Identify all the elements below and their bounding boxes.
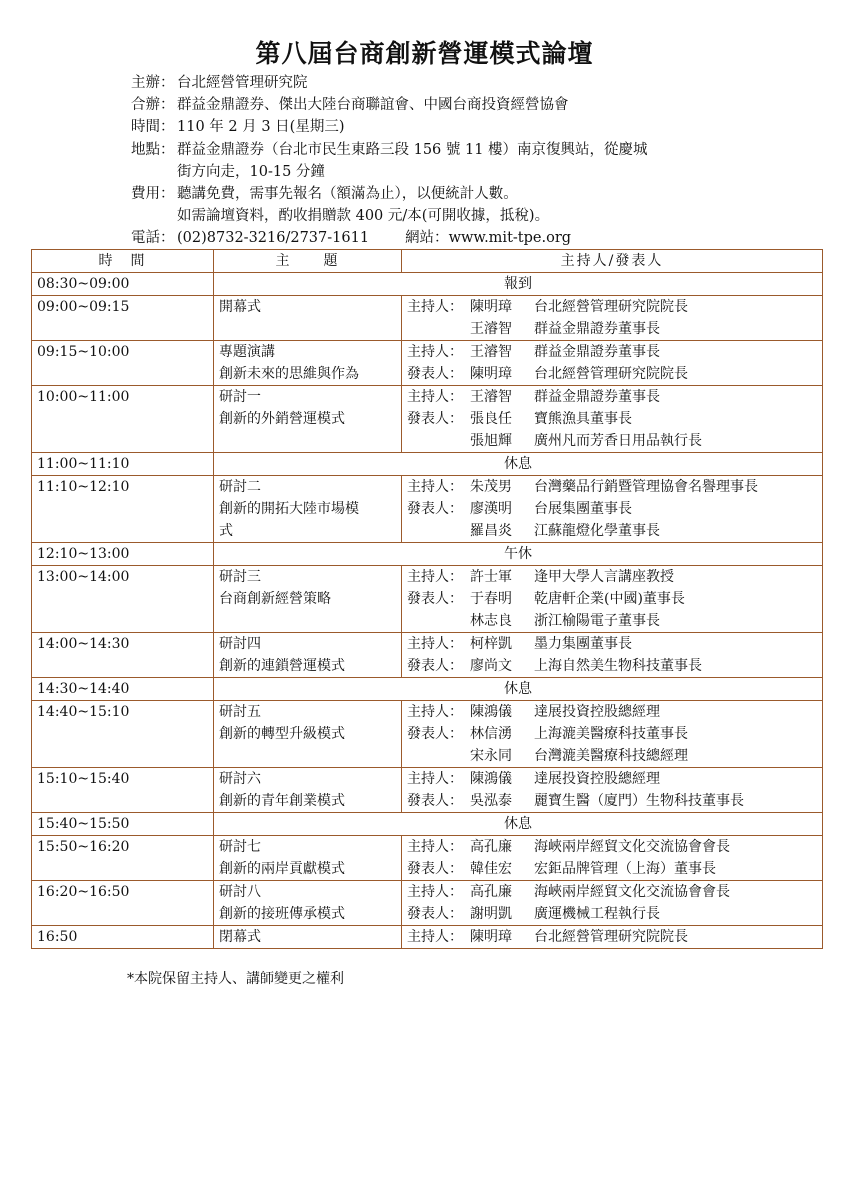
time-cell: 13:00~14:00 (32, 566, 214, 633)
table-row (32, 296, 823, 341)
person-org: 台北經營管理研究院院長 (534, 299, 688, 315)
contact-row (131, 227, 648, 249)
person-role: 發表人： (407, 906, 463, 922)
person-role: 發表人： (407, 591, 463, 607)
person-line (407, 520, 817, 542)
person-line (407, 610, 817, 632)
person-role: 主持人： (407, 929, 463, 945)
venue-row (131, 139, 648, 161)
people-cell (402, 386, 823, 453)
time-cell: 14:30~14:40 (32, 678, 214, 701)
people-cell (402, 881, 823, 926)
topic-line: 台商創新經營策略 (219, 591, 331, 607)
person-role: 主持人： (407, 389, 463, 405)
person-line (407, 768, 817, 790)
person-name: 陳鴻儀 (470, 704, 512, 720)
people-cell (402, 633, 823, 678)
time-cell: 15:10~15:40 (32, 768, 214, 813)
person-org: 海峽兩岸經貿文化交流協會會長 (534, 884, 730, 900)
person-org: 台展集團董事長 (534, 501, 632, 517)
person-name: 陳明璋 (470, 299, 512, 315)
topic-cell (214, 926, 402, 949)
co-organizer-row (131, 94, 648, 116)
person-name: 高孔廉 (470, 839, 512, 855)
person-line (407, 633, 817, 655)
time-row (131, 116, 648, 138)
time-cell: 14:40~15:10 (32, 701, 214, 768)
venue-label: 地點： (131, 141, 175, 158)
person-org: 寶熊漁具董事長 (534, 411, 632, 427)
break-cell: 休息 (214, 453, 823, 476)
person-name: 許士軍 (470, 569, 512, 585)
person-role (407, 430, 470, 452)
time-cell: 15:40~15:50 (32, 813, 214, 836)
person-role (407, 318, 470, 340)
person-line (407, 588, 817, 610)
time-cell: 10:00~11:00 (32, 386, 214, 453)
schedule-table (31, 249, 823, 949)
fee-row (131, 183, 648, 205)
time-cell: 09:00~09:15 (32, 296, 214, 341)
people-cell (402, 836, 823, 881)
person-line (407, 655, 817, 677)
topic-line: 創新的青年創業模式 (219, 793, 345, 809)
person-role: 發表人： (407, 726, 463, 742)
person-role (407, 610, 470, 632)
person-role (407, 520, 470, 542)
person-line (407, 903, 817, 925)
topic-cell (214, 341, 402, 386)
break-cell: 午休 (214, 543, 823, 566)
time-cell: 16:50 (32, 926, 214, 949)
person-line (407, 881, 817, 903)
table-row (32, 453, 823, 476)
topic-cell (214, 633, 402, 678)
person-name: 王濬智 (470, 389, 512, 405)
person-name: 王濬智 (470, 321, 512, 337)
person-org: 廣運機械工程執行長 (534, 906, 660, 922)
person-name: 吳泓泰 (470, 793, 512, 809)
people-cell (402, 341, 823, 386)
time-value: 110 年 2 月 3 日(星期三) (177, 119, 345, 136)
person-org: 廣州凡而芳香日用品執行長 (534, 433, 702, 449)
person-name: 張良任 (470, 411, 512, 427)
person-name: 張旭輝 (470, 433, 512, 449)
break-cell: 休息 (214, 678, 823, 701)
person-name: 宋永同 (470, 748, 512, 764)
topic-line: 專題演講 (219, 344, 275, 360)
person-line (407, 701, 817, 723)
phone-value: (02)8732-3216/2737-1611 (177, 230, 370, 247)
person-org: 江蘇龍燈化學董事長 (534, 523, 660, 539)
person-line (407, 498, 817, 520)
person-name: 謝明凱 (470, 906, 512, 922)
fee-value: 聽講免費，需事先報名（額滿為止），以便統計人數。 (177, 186, 518, 203)
time-cell: 16:20~16:50 (32, 881, 214, 926)
schedule-body (32, 273, 823, 949)
organizer-value: 台北經營管理研究院 (177, 75, 308, 91)
break-cell: 休息 (214, 813, 823, 836)
table-row (32, 926, 823, 949)
event-info (131, 72, 648, 250)
topic-line: 創新的外銷營運模式 (219, 411, 345, 427)
person-role: 主持人： (407, 884, 463, 900)
person-name: 廖漢明 (470, 501, 512, 517)
website-label: 網站： (405, 230, 449, 247)
topic-line: 創新的開拓大陸市場模 (219, 501, 359, 517)
phone-label: 電話： (131, 230, 175, 247)
topic-cell (214, 386, 402, 453)
header-time: 時 間 (32, 250, 214, 273)
break-cell: 報到 (214, 273, 823, 296)
table-row (32, 386, 823, 453)
person-line (407, 408, 817, 430)
topic-line: 創新未來的思維與作為 (219, 366, 359, 382)
person-line (407, 926, 817, 948)
person-org: 群益金鼎證券董事長 (534, 321, 660, 337)
table-row (32, 678, 823, 701)
person-role: 發表人： (407, 861, 463, 877)
person-org: 逢甲大學人言講座教授 (534, 569, 674, 585)
person-line (407, 723, 817, 745)
footnote: *本院保留主持人、講師變更之權利 (127, 971, 344, 987)
person-role: 主持人： (407, 479, 463, 495)
person-name: 林信湧 (470, 726, 512, 742)
page-title: 第八屆台商創新營運模式論壇 (255, 39, 594, 68)
person-name: 于春明 (470, 591, 512, 607)
person-org: 墨力集團董事長 (534, 636, 632, 652)
person-line (407, 386, 817, 408)
person-role: 主持人： (407, 704, 463, 720)
co-organizer-value: 群益金鼎證券、傑出大陸台商聯誼會、中國台商投資經營協會 (177, 97, 569, 114)
topic-cell (214, 836, 402, 881)
person-line (407, 790, 817, 812)
topic-line: 創新的連鎖營運模式 (219, 658, 345, 674)
person-org: 台北經營管理研究院院長 (534, 366, 688, 382)
table-row (32, 476, 823, 543)
time-cell: 15:50~16:20 (32, 836, 214, 881)
person-org: 台灣漉美醫療科技總經理 (534, 748, 688, 764)
person-name: 高孔廉 (470, 884, 512, 900)
topic-line: 研討八 (219, 884, 261, 900)
person-role: 主持人： (407, 299, 463, 315)
people-cell (402, 926, 823, 949)
topic-cell (214, 881, 402, 926)
people-cell (402, 701, 823, 768)
person-line (407, 566, 817, 588)
topic-line: 閉幕式 (219, 929, 261, 945)
person-org: 宏鉅品牌管理（上海）董事長 (534, 861, 716, 877)
person-org: 麗寶生醫（廈門）生物科技董事長 (534, 793, 744, 809)
person-name: 林志良 (470, 613, 512, 629)
topic-cell (214, 476, 402, 543)
topic-line: 創新的接班傳承模式 (219, 906, 345, 922)
time-cell: 12:10~13:00 (32, 543, 214, 566)
person-name: 陳鴻儀 (470, 771, 512, 787)
person-role: 主持人： (407, 771, 463, 787)
person-org: 海峽兩岸經貿文化交流協會會長 (534, 839, 730, 855)
people-cell (402, 296, 823, 341)
table-header-row (32, 250, 823, 273)
topic-cell (214, 296, 402, 341)
person-org: 台灣藥品行銷暨管理協會名譽理事長 (534, 479, 758, 495)
person-role: 主持人： (407, 636, 463, 652)
person-role (407, 745, 470, 767)
person-line (407, 836, 817, 858)
person-org: 上海漉美醫療科技董事長 (534, 726, 688, 742)
website-link[interactable]: www.mit-tpe.org (448, 230, 572, 247)
person-name: 韓佳宏 (470, 861, 512, 877)
person-role: 發表人： (407, 793, 463, 809)
person-org: 群益金鼎證券董事長 (534, 389, 660, 405)
person-name: 柯梓凱 (470, 636, 512, 652)
fee-row-2 (131, 205, 648, 227)
person-name: 朱茂男 (470, 479, 512, 495)
person-role: 發表人： (407, 366, 463, 382)
person-org: 台北經營管理研究院院長 (534, 929, 688, 945)
person-role: 主持人： (407, 839, 463, 855)
table-row (32, 273, 823, 296)
topic-line: 研討二 (219, 479, 261, 495)
topic-cell (214, 701, 402, 768)
time-label: 時間： (131, 119, 175, 136)
person-org: 達展投資控股總經理 (534, 704, 660, 720)
person-org: 乾唐軒企業(中國)董事長 (534, 591, 685, 607)
person-role: 發表人： (407, 501, 463, 517)
topic-line: 研討六 (219, 771, 261, 787)
person-line (407, 858, 817, 880)
fee-label: 費用： (131, 186, 175, 203)
person-line (407, 296, 817, 318)
person-role: 主持人： (407, 344, 463, 360)
table-row (32, 768, 823, 813)
table-row (32, 881, 823, 926)
person-line (407, 430, 817, 452)
topic-line: 式 (219, 523, 233, 539)
table-row (32, 341, 823, 386)
person-org: 浙江榆陽電子董事長 (534, 613, 660, 629)
organizer-row (131, 72, 648, 94)
table-row (32, 701, 823, 768)
table-row (32, 566, 823, 633)
table-row (32, 633, 823, 678)
topic-cell (214, 566, 402, 633)
topic-line: 研討四 (219, 636, 261, 652)
organizer-label: 主辦： (131, 75, 175, 91)
co-organizer-label: 合辦： (131, 97, 175, 114)
person-role: 發表人： (407, 411, 463, 427)
topic-line: 創新的兩岸貢獻模式 (219, 861, 345, 877)
person-org: 達展投資控股總經理 (534, 771, 660, 787)
topic-line: 創新的轉型升級模式 (219, 726, 345, 742)
time-cell: 09:15~10:00 (32, 341, 214, 386)
venue-row-2 (131, 161, 648, 183)
topic-line: 研討一 (219, 389, 261, 405)
topic-line: 開幕式 (219, 299, 261, 315)
fee-value-2: 如需論壇資料，酌收捐贈款 400 元/本(可開收據，抵稅)。 (177, 208, 550, 225)
person-line (407, 341, 817, 363)
person-name: 王濬智 (470, 344, 512, 360)
time-cell: 08:30~09:00 (32, 273, 214, 296)
person-org: 群益金鼎證券董事長 (534, 344, 660, 360)
table-row (32, 836, 823, 881)
table-row (32, 813, 823, 836)
person-line (407, 318, 817, 340)
header-people: 主持人/發表人 (402, 250, 823, 273)
header-topic: 主 題 (214, 250, 402, 273)
person-name: 陳明璋 (470, 929, 512, 945)
people-cell (402, 566, 823, 633)
person-role: 發表人： (407, 658, 463, 674)
topic-line: 研討七 (219, 839, 261, 855)
time-cell: 11:00~11:10 (32, 453, 214, 476)
venue-value-2: 街方向走，10-15 分鐘 (177, 163, 325, 180)
person-line (407, 745, 817, 767)
person-name: 廖尚文 (470, 658, 512, 674)
time-cell: 11:10~12:10 (32, 476, 214, 543)
person-name: 陳明璋 (470, 366, 512, 382)
topic-line: 研討五 (219, 704, 261, 720)
person-org: 上海自然美生物科技董事長 (534, 658, 702, 674)
person-name: 羅昌炎 (470, 523, 512, 539)
person-role: 主持人： (407, 569, 463, 585)
topic-cell (214, 768, 402, 813)
table-row (32, 543, 823, 566)
person-line (407, 476, 817, 498)
time-cell: 14:00~14:30 (32, 633, 214, 678)
person-line (407, 363, 817, 385)
people-cell (402, 768, 823, 813)
venue-value: 群益金鼎證券（台北市民生東路三段 156 號 11 樓）南京復興站，從慶城 (177, 141, 648, 158)
topic-line: 研討三 (219, 569, 261, 585)
people-cell (402, 476, 823, 543)
